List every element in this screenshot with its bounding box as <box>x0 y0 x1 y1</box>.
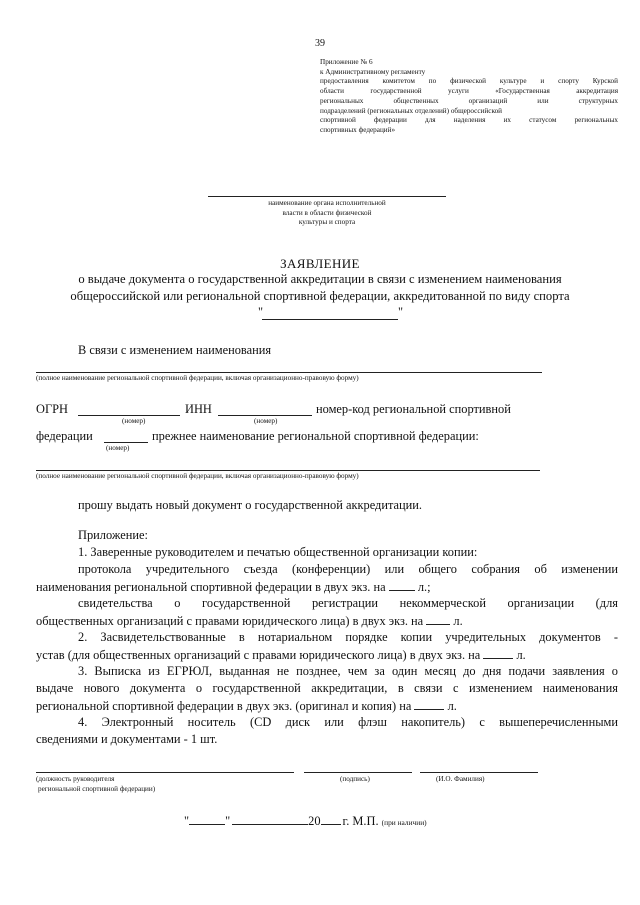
stamp-note: (при наличии) <box>381 818 427 827</box>
attachment-2-pages-suffix: л. <box>516 648 526 662</box>
date-line <box>184 813 427 829</box>
inn-field[interactable] <box>218 415 312 416</box>
attachment-item-1: 1. Заверенные руководителем и печатью общественной организации копии: <box>78 545 478 559</box>
full-name-caption: (полное наименование региональной спортивной федерации, включая организационно-правовую форму) <box>36 374 359 382</box>
attachment-4-line2: сведениями и документами - 1 шт. <box>36 732 218 746</box>
fio-field[interactable] <box>420 772 538 773</box>
attachment-4-text: 4. Электронный носитель (CD диск или флэш накопитель) с вышеперечисленными <box>78 715 618 729</box>
appendix-line: региональных общественных организаций или структурных <box>320 96 618 105</box>
appendix-line: предоставления комитетом по физической культуре и спорту Курской <box>320 77 618 86</box>
page-number: 39 <box>315 38 325 49</box>
attachment-3-line1 <box>36 664 618 679</box>
position-caption <box>36 775 155 794</box>
former-name-label: прежнее наименование региональной спортивной федерации: <box>152 429 479 443</box>
authority-line[interactable] <box>208 196 446 197</box>
attachment-3-pages-field[interactable] <box>414 698 444 710</box>
attachment-1b-pages-suffix: л. <box>453 614 463 628</box>
inn-caption: (номер) <box>254 417 278 425</box>
authority-caption <box>208 199 446 228</box>
attachment-1b-line1 <box>36 596 618 611</box>
ogrn-caption: (номер) <box>122 417 146 425</box>
attachment-1a-text: протокола учредительного съезда (конференции) или общего собрания об изменении <box>78 562 618 576</box>
federation-label: федерации <box>36 429 93 443</box>
appendix-line: Приложение № 6 <box>320 58 373 66</box>
attachment-2-line2 <box>36 647 526 663</box>
attachment-3-text3: региональной спортивной федерации в двух экз. (оригинал и копия) на <box>36 699 412 713</box>
attachment-3-pages-suffix: л. <box>447 699 457 713</box>
request-text: прошу выдать новый документ о государственной аккредитации. <box>78 498 423 512</box>
signature-field[interactable] <box>304 772 412 773</box>
subtitle-line: о выдаче документа о государственной аккредитации в связи с изменением наименования <box>78 272 562 286</box>
attachment-3-text: 3. Выписка из ЕГРЮЛ, выданная не позднее, чем за один месяц до дня подачи заявления о <box>78 664 618 678</box>
date-day-field[interactable] <box>189 813 225 825</box>
date-quote-close: " <box>225 814 231 828</box>
position-caption-line: (должность руководителя <box>36 775 115 783</box>
appendix-line: области государственной услуги «Государственная аккредитация <box>320 87 618 96</box>
attachment-1a-line1 <box>36 562 618 577</box>
date-year-field[interactable] <box>321 813 341 825</box>
attachment-1b-text2: общественных организаций с правами юридического лица) в двух экз. на <box>36 614 424 628</box>
attachment-1a-line2 <box>36 579 431 595</box>
appendix-line: спортивной федерации для наделения их статусом региональных <box>320 116 618 125</box>
date-quote-open: " <box>184 814 190 828</box>
fio-caption: (И.О. Фамилия) <box>436 775 485 783</box>
authority-caption-line: культуры и спорта <box>298 218 356 226</box>
intro-text: В связи с изменением наименования <box>78 343 272 357</box>
appendix-line: спортивных федераций» <box>320 125 396 134</box>
attachment-3-line2: выдаче нового документа о государственной аккредитации, в связи с изменением наименования <box>36 681 618 695</box>
appendix-block <box>320 58 618 136</box>
sport-quote-open: " <box>258 305 264 319</box>
position-field[interactable] <box>36 772 294 773</box>
sport-name-field[interactable] <box>262 319 398 320</box>
date-year-suffix: г. М.П. <box>342 814 379 828</box>
former-name-field[interactable] <box>36 470 540 471</box>
date-year-prefix: 20 <box>308 814 321 828</box>
number-code-field[interactable] <box>104 442 148 443</box>
sport-quote-close: " <box>398 305 404 319</box>
subtitle-line: общероссийской или региональной спортивной федерации, аккредитованной по виду спорта <box>70 289 570 303</box>
appendix-line: к Административному регламенту <box>320 67 426 76</box>
attachment-4-line1 <box>36 715 618 730</box>
authority-caption-line: власти в области физической <box>282 208 372 217</box>
attachment-1a-pages-field[interactable] <box>389 579 415 591</box>
appendix-line: подразделений (региональных отделений) общероссийской <box>320 106 503 115</box>
attachments-heading: Приложение: <box>78 528 148 542</box>
attachment-1b-line2 <box>36 613 463 629</box>
attachment-2-pages-field[interactable] <box>483 647 513 659</box>
ogrn-field[interactable] <box>78 415 180 416</box>
attachment-1b-pages-field[interactable] <box>426 613 450 625</box>
attachment-3-line3 <box>36 698 457 714</box>
signature-caption: (подпись) <box>340 775 370 783</box>
number-code-caption: (номер) <box>106 444 130 452</box>
attachment-2-line1 <box>36 630 618 645</box>
inn-label: ИНН <box>185 402 212 416</box>
position-caption-line: региональной спортивной федерации) <box>38 784 156 793</box>
attachment-1a-text2: наименования региональной спортивной федерации в двух экз. на <box>36 580 386 594</box>
ogrn-label: ОГРН <box>36 402 68 416</box>
attachment-1b-text: свидетельства о государственной регистрации некоммерческой организации (для <box>78 596 618 610</box>
attachment-1a-pages-suffix: л.; <box>417 580 431 594</box>
full-name-field[interactable] <box>36 372 542 373</box>
attachment-2-text2: устав (для общественных организаций с правами юридического лица) в двух экз. на <box>36 648 481 662</box>
document-title: ЗАЯВЛЕНИЕ <box>280 256 360 271</box>
number-code-label: номер-код региональной спортивной <box>316 402 511 416</box>
attachment-2-text: 2. Засвидетельствованные в нотариальном порядке копии учредительных документов - <box>78 630 618 644</box>
authority-caption-line: наименование органа исполнительной <box>268 199 386 207</box>
former-name-caption: (полное наименование региональной спортивной федерации, включая организационно-правовую форму) <box>36 472 359 480</box>
date-month-field[interactable] <box>232 813 308 825</box>
